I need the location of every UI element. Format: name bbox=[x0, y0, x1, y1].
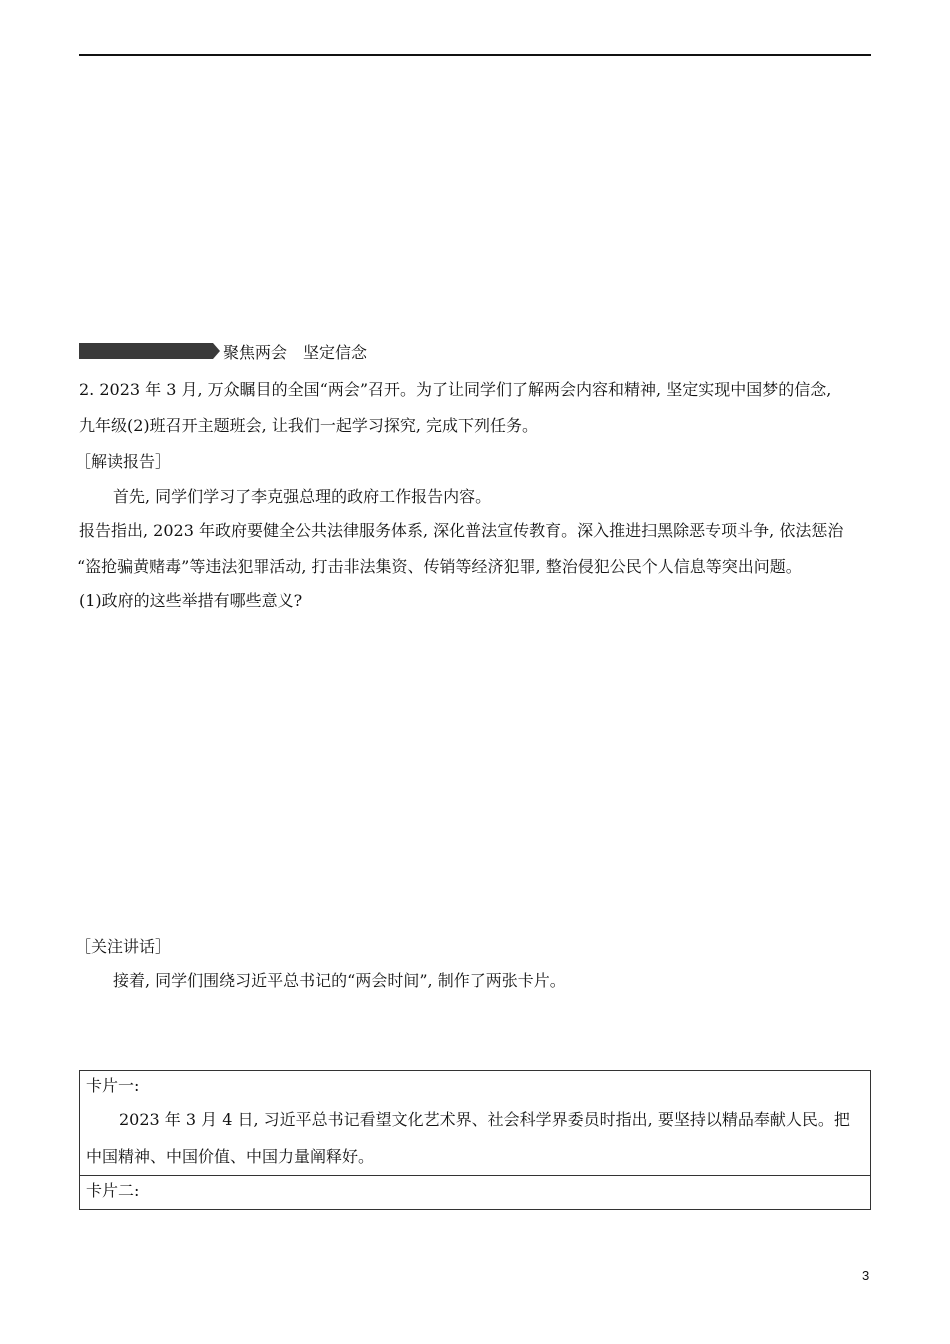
question-intro-line-1: 2. 2023 年 3 月, 万众瞩目的全国“两会”召开。为了让同学们了解两会内容和精神, 坚定实现中国梦的信念, bbox=[79, 380, 832, 399]
part2-lead: 接着, 同学们围绕习近平总书记的“两会时间”, 制作了两张卡片。 bbox=[113, 971, 566, 990]
page-number: 3 bbox=[862, 1268, 870, 1283]
part1-heading: ［解读报告］ bbox=[75, 452, 172, 471]
card1-text-line-2: 中国精神、中国价值、中国力量阐释好。 bbox=[86, 1147, 375, 1166]
section-title: 聚焦两会 坚定信念 bbox=[223, 342, 368, 362]
section-header bbox=[79, 340, 367, 362]
card2-label: 卡片二: bbox=[86, 1181, 140, 1200]
card1-body bbox=[80, 1101, 870, 1175]
part1-text-line-1: 报告指出, 2023 年政府要健全公共法律服务体系, 深化普法宣传教育。深入推进扫黑除恶专项斗争, 依法惩治 bbox=[79, 521, 844, 540]
sub-question-1: (1)政府的这些举措有哪些意义? bbox=[79, 591, 303, 610]
part2-heading: ［关注讲话］ bbox=[75, 937, 172, 956]
question-intro-line-2: 九年级(2)班召开主题班会, 让我们一起学习探究, 完成下列任务。 bbox=[79, 416, 539, 435]
card1-text-line-1: 2023 年 3 月 4 日, 习近平总书记看望文化艺术界、社会科学界委员时指出, 要坚持以精品奉献人民。把 bbox=[119, 1110, 850, 1129]
cards-table bbox=[79, 1070, 871, 1210]
top-rule bbox=[79, 54, 871, 56]
part1-lead: 首先, 同学们学习了李克强总理的政府工作报告内容。 bbox=[113, 487, 492, 506]
part1-text-line-2: “盗抢骗黄赌毒”等违法犯罪活动, 打击非法集资、传销等经济犯罪, 整治侵犯公民个人信息等突出问题。 bbox=[77, 557, 802, 576]
card1-label: 卡片一: bbox=[86, 1076, 140, 1095]
section-marker-bar bbox=[79, 343, 213, 359]
